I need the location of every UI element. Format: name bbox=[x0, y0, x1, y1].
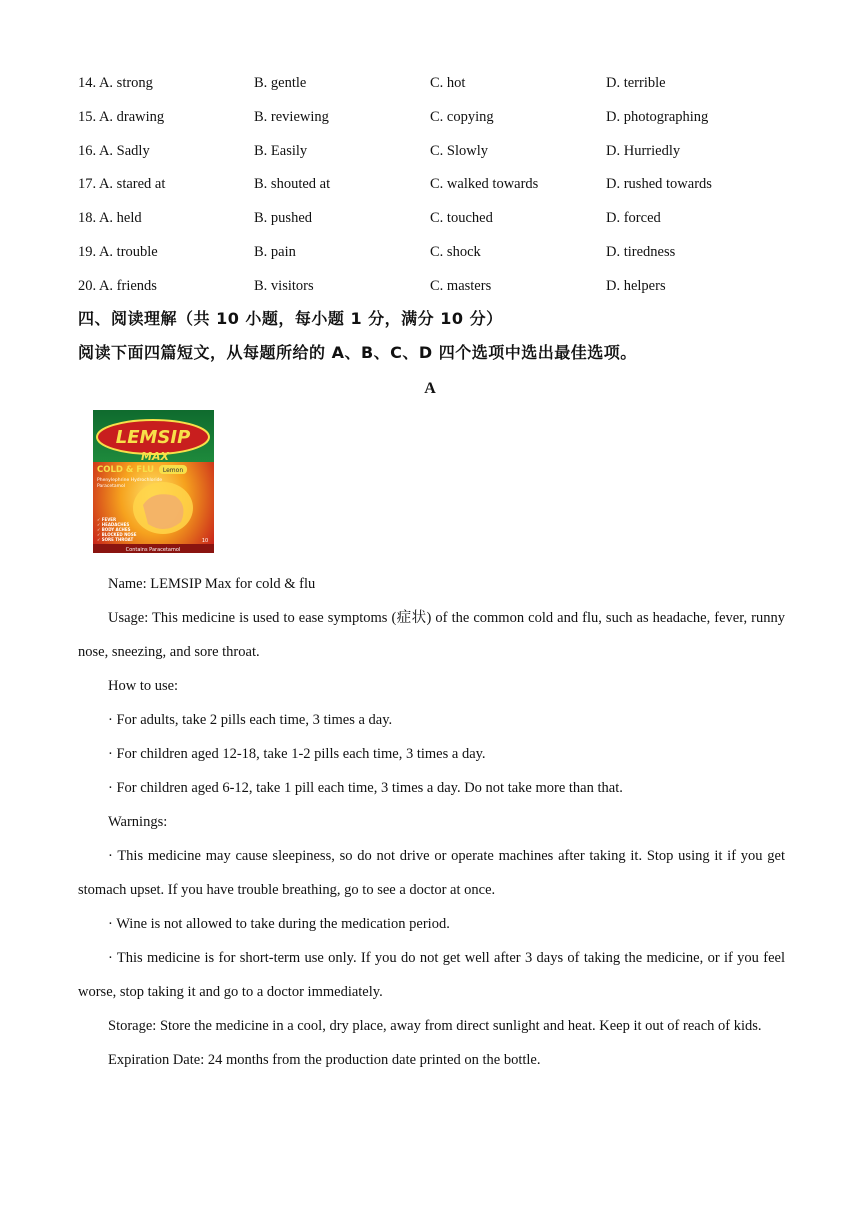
passage-letter: A bbox=[424, 380, 436, 397]
lemsip-product-image bbox=[93, 410, 214, 553]
option-b: B. shouted at bbox=[254, 176, 331, 192]
option-c: C. walked towards bbox=[430, 176, 539, 192]
symptom-check: ✓ HEADACHES bbox=[97, 522, 130, 527]
option-a: 19. A. trouble bbox=[78, 244, 158, 260]
option-b: B. pushed bbox=[254, 210, 312, 226]
count-text: 10 bbox=[201, 538, 209, 544]
option-a: 20. A. friends bbox=[78, 278, 157, 294]
option-d: D. Hurriedly bbox=[606, 143, 681, 159]
ingredient-text: Phenylephrine Hydrochloride bbox=[97, 478, 163, 483]
section-heading: 四、阅读理解（共 10 小题，每小题 1 分，满分 10 分） bbox=[78, 309, 503, 328]
paragraph-warning-sleepiness: · This medicine may cause sleepiness, so do not drive or operate machines after taking it. Stop using it if you get stomach upset. If you have trouble breathing, go to see a doctor at once. bbox=[78, 848, 785, 898]
option-c: C. copying bbox=[430, 109, 494, 125]
paragraph-how-to-use: How to use: bbox=[108, 678, 179, 694]
option-b: B. visitors bbox=[254, 278, 314, 294]
option-a: 16. A. Sadly bbox=[78, 143, 150, 159]
question-20-options bbox=[78, 274, 798, 298]
option-c: C. hot bbox=[430, 75, 466, 91]
option-b: B. gentle bbox=[254, 75, 307, 91]
option-d: D. tiredness bbox=[606, 244, 676, 260]
option-a: 15. A. drawing bbox=[78, 109, 165, 125]
option-d: D. rushed towards bbox=[606, 176, 712, 192]
cold-flu-text: COLD & FLU bbox=[97, 465, 155, 475]
option-a: 14. A. strong bbox=[78, 75, 153, 91]
symptom-check: ✓ SORE THROAT bbox=[97, 537, 134, 542]
paragraph-children-12-18: · For children aged 12-18, take 1-2 pills each time, 3 times a day. bbox=[108, 746, 486, 762]
paragraph-warning-short-term: · This medicine is for short-term use only. If you do not get well after 3 days of taking the medicine, or if you feel worse, stop taking it and go to a doctor immediately. bbox=[78, 950, 785, 1000]
question-14-options bbox=[78, 71, 798, 95]
option-c: C. touched bbox=[430, 210, 493, 226]
option-d: D. forced bbox=[606, 210, 661, 226]
question-16-options bbox=[78, 139, 798, 163]
option-d: D. terrible bbox=[606, 75, 666, 91]
option-b: B. Easily bbox=[254, 143, 308, 159]
question-19-options bbox=[78, 240, 798, 264]
option-c: C. Slowly bbox=[430, 143, 489, 159]
symptom-check: ✓ BLOCKED NOSE bbox=[97, 532, 137, 537]
option-a: 18. A. held bbox=[78, 210, 142, 226]
option-b: B. reviewing bbox=[254, 109, 329, 125]
brand-text: LEMSIP bbox=[115, 427, 191, 448]
option-c: C. masters bbox=[430, 278, 492, 294]
paragraph-adults: · For adults, take 2 pills each time, 3 times a day. bbox=[108, 712, 393, 728]
paragraph-storage: Storage: Store the medicine in a cool, dry place, away from direct sunlight and heat. Keep it out of reach of kids. bbox=[108, 1018, 762, 1034]
paragraph-name: Name: LEMSIP Max for cold & flu bbox=[108, 576, 316, 592]
paragraph-expiration: Expiration Date: 24 months from the production date printed on the bottle. bbox=[108, 1052, 541, 1068]
paragraph-warnings: Warnings: bbox=[108, 814, 168, 830]
option-a: 17. A. stared at bbox=[78, 176, 166, 192]
symptom-check: ✓ BODY ACHES bbox=[97, 527, 131, 532]
question-17-options bbox=[78, 172, 798, 196]
flavor-text: Lemon bbox=[162, 467, 184, 474]
symptom-check: ✓ FEVER bbox=[97, 517, 117, 522]
question-18-options bbox=[78, 206, 798, 230]
question-15-options bbox=[78, 105, 798, 129]
paragraph-children-6-12: · For children aged 6-12, take 1 pill each time, 3 times a day. Do not take more than that. bbox=[108, 780, 623, 796]
paragraph-warning-wine: · Wine is not allowed to take during the medication period. bbox=[108, 916, 450, 932]
sub-brand-text: MAX bbox=[141, 450, 169, 463]
contains-text: Contains Paracetamol bbox=[125, 547, 181, 553]
option-c: C. shock bbox=[430, 244, 481, 260]
passage-body bbox=[78, 567, 785, 1077]
paragraph-usage: Usage: This medicine is used to ease symptoms (症状) of the common cold and flu, such as headache, fever, runny nose, sneezing, and sore throat. bbox=[78, 610, 785, 660]
instructions: 阅读下面四篇短文，从每题所给的 A、B、C、D 四个选项中选出最佳选项。 bbox=[78, 343, 637, 362]
option-d: D. photographing bbox=[606, 109, 709, 125]
ingredient-text: Paracetamol bbox=[97, 484, 126, 489]
option-d: D. helpers bbox=[606, 278, 666, 294]
option-b: B. pain bbox=[254, 244, 296, 260]
